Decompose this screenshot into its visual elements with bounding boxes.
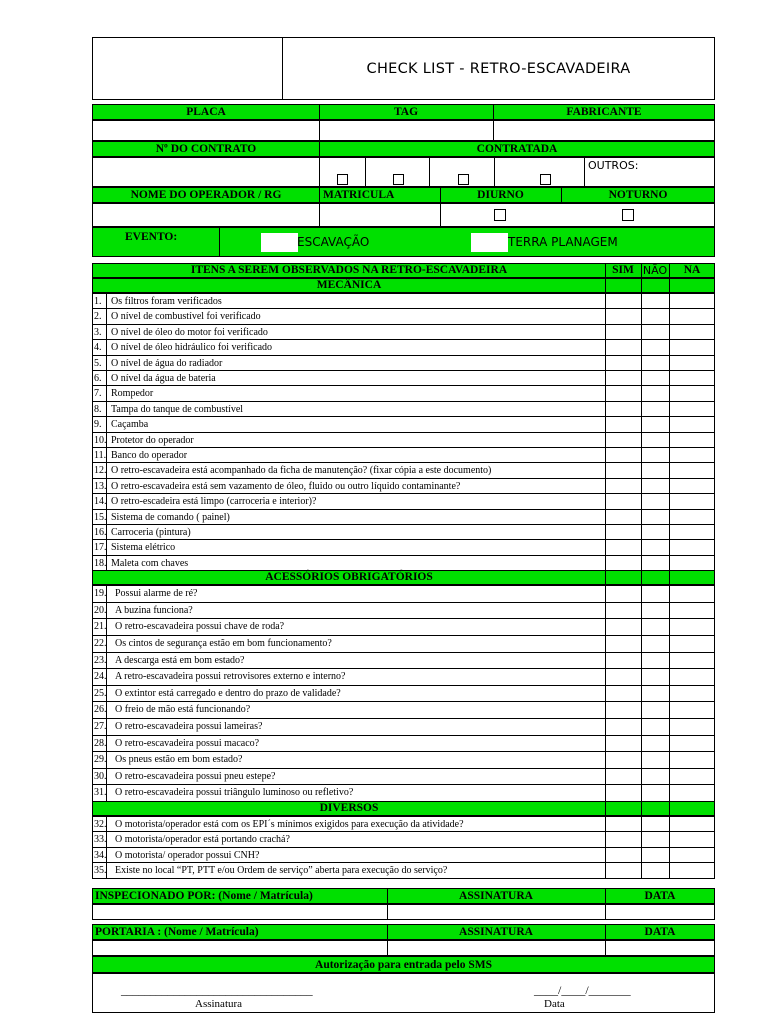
table-row [92,308,715,324]
section-header [92,801,715,816]
item-text: O motorista/ operador possui CNH? [115,849,260,861]
nao-cell[interactable] [641,525,669,539]
item-text: Maleta com chaves [111,557,189,569]
table-row [92,462,715,478]
sim-cell[interactable] [605,736,641,752]
table-row [92,602,715,620]
nao-cell[interactable] [641,603,669,619]
table-row [92,635,715,653]
table-row [92,652,715,670]
inspecionado-nome-field[interactable] [93,905,387,919]
label-tag: TAG [393,106,419,118]
item-number: 12. [94,465,107,477]
sms-signature-line[interactable]: _________________________________ [121,983,313,997]
na-cell[interactable] [669,848,715,862]
item-text: A buzina funciona? [115,604,193,616]
item-text: O nível de água do radiador [111,357,223,369]
item-text: A retro-escavadeira possui retrovisores externo e interno? [115,671,346,683]
label-contratada: CONTRATADA [476,143,558,155]
portaria-data-field[interactable] [605,941,715,955]
nao-cell[interactable] [641,863,669,877]
label-fabricante: FABRICANTE [566,106,642,118]
table-row [92,735,715,753]
sim-cell[interactable] [605,294,641,308]
nao-cell[interactable] [641,619,669,635]
nao-cell[interactable] [641,817,669,831]
header-row-3 [92,187,715,203]
na-cell[interactable] [669,463,715,477]
item-number: 21. [93,619,107,635]
item-text: O retro-escavadeira possui triângulo luminoso ou refletivo? [115,787,354,799]
item-number: 13. [94,480,107,492]
item-text: O retro-escadeira está limpo (carroceria e interior)? [111,496,317,508]
item-text: O retro-escavadeira possui chave de roda? [115,621,285,633]
table-row [92,847,715,863]
table-row [92,524,715,540]
item-text: Possui alarme de ré? [115,588,198,600]
item-number: 19. [93,586,107,602]
label-nao: NÃO [642,264,668,277]
divider [669,571,670,584]
table-row [92,293,715,309]
contratada-checkbox-3[interactable] [458,174,469,185]
na-cell[interactable] [669,669,715,685]
nao-cell[interactable] [641,402,669,416]
label-sms: Autorização para entrada pelo SMS [315,959,492,971]
portaria-assinatura-field[interactable] [387,941,605,955]
label-contrato: Nº DO CONTRATO [155,143,257,155]
item-text: Sistema elétrico [111,542,176,554]
table-row [92,862,715,878]
item-number: 7. [93,386,107,400]
nao-cell[interactable] [641,371,669,385]
table-row [92,509,715,525]
inspecionado-data-field[interactable] [605,905,715,919]
table-row [92,585,715,603]
item-number: 17. [94,542,107,554]
na-cell[interactable] [669,433,715,447]
label-sim: SIM [612,264,634,276]
item-number: 29. [93,752,107,768]
sim-cell[interactable] [605,479,641,493]
item-text: O nível de óleo hidráulico foi verificado [111,342,273,354]
nao-cell[interactable] [641,448,669,462]
na-cell[interactable] [669,479,715,493]
item-text: Os cintos de segurança estão em bom funcionamento? [115,638,332,649]
sms-header [92,956,715,973]
na-cell[interactable] [669,356,715,370]
label-operador: NOME DO OPERADOR / RG [130,189,282,201]
item-number: 5. [93,356,107,370]
table-header [92,263,715,278]
item-number: 23. [93,653,107,669]
na-cell[interactable] [669,619,715,635]
label-na: NA [683,264,701,276]
item-number: 8. [93,402,107,416]
item-text: O nível de combustível foi verificado [111,311,261,323]
sim-cell[interactable] [605,686,641,702]
logo-cell [93,38,283,99]
divider [584,158,585,186]
nao-cell[interactable] [641,848,669,862]
sim-cell[interactable] [605,719,641,735]
contratada-checkbox-1[interactable] [337,174,348,185]
table-row [92,385,715,401]
item-number: 1. [93,294,107,308]
nao-cell[interactable] [641,832,669,846]
nao-cell[interactable] [641,736,669,752]
sms-signature-box [92,973,715,1013]
contrato-field[interactable] [93,158,319,186]
header-row-2 [92,141,715,157]
item-text: O retro-escavadeira possui lameiras? [115,721,263,732]
placa-field[interactable] [93,121,319,140]
na-cell[interactable] [669,294,715,308]
table-row [92,784,715,802]
divider [319,188,320,202]
item-number: 28. [93,736,107,752]
section-title: MECÂNICA [316,279,382,291]
label-inspecionado-assinatura: ASSINATURA [459,890,533,902]
table-row [92,447,715,463]
sim-cell[interactable] [605,463,641,477]
na-cell[interactable] [669,736,715,752]
item-number: 22. [93,636,107,652]
input-row-3 [92,203,715,227]
nao-cell[interactable] [641,386,669,400]
item-text: Protetor do operador [111,434,194,446]
na-cell[interactable] [669,769,715,785]
na-cell[interactable] [669,371,715,385]
na-cell[interactable] [669,686,715,702]
table-row [92,751,715,769]
item-number: 16. [94,527,107,538]
diurno-checkbox[interactable] [494,209,506,221]
nao-cell[interactable] [641,556,669,570]
table-row [92,668,715,686]
item-number: 2. [93,309,107,323]
table-row [92,768,715,786]
escavacao-checkbox[interactable] [261,233,298,252]
item-number: 14. [94,496,107,508]
item-text: O motorista/operador está com os EPI´s mínimos exigidos para execução da atividade? [115,819,464,830]
na-cell[interactable] [669,636,715,652]
input-row-1 [92,120,715,141]
table-row [92,493,715,509]
nao-cell[interactable] [641,686,669,702]
title-block [92,37,715,100]
sim-cell[interactable] [605,525,641,539]
divider [605,802,606,815]
section-header [92,278,715,293]
section-title: ACESSÓRIOS OBRIGATÓRIOS [265,571,433,584]
sim-cell[interactable] [605,832,641,846]
inspecionado-fields [92,904,715,920]
matricula-field[interactable] [319,204,440,226]
na-cell[interactable] [669,540,715,554]
nao-cell[interactable] [641,636,669,652]
sim-cell[interactable] [605,603,641,619]
nao-cell[interactable] [641,309,669,323]
na-cell[interactable] [669,510,715,524]
na-cell[interactable] [669,340,715,354]
na-cell[interactable] [669,386,715,400]
contratada-checkbox-4[interactable] [540,174,551,185]
nao-cell[interactable] [641,752,669,768]
nao-cell[interactable] [641,463,669,477]
na-cell[interactable] [669,556,715,570]
label-noturno: NOTURNO [608,189,668,201]
sim-cell[interactable] [605,402,641,416]
sim-cell[interactable] [605,556,641,570]
nao-cell[interactable] [641,540,669,554]
item-text: A descarga está em bom estado? [115,654,245,666]
na-cell[interactable] [669,702,715,718]
label-matricula: MATRICULA [323,189,395,201]
item-number: 33. [94,834,107,846]
table-row [92,685,715,703]
divider [605,571,606,584]
divider [641,802,642,815]
sim-cell[interactable] [605,340,641,354]
sim-cell[interactable] [605,769,641,785]
na-cell[interactable] [669,785,715,801]
item-number: 20. [93,603,107,619]
divider [319,158,320,186]
table-row [92,432,715,448]
table-row [92,324,715,340]
sim-cell[interactable] [605,325,641,339]
item-number: 34. [94,849,107,861]
sim-cell[interactable] [605,863,641,877]
table-row [92,701,715,719]
nao-cell[interactable] [641,586,669,602]
item-text: Existe no local “PT, PTT e/ou Ordem de serviço” aberta para execução do serviço? [115,865,448,877]
divider [219,228,220,256]
label-escavacao: ESCAVAÇÃO [297,235,370,249]
sim-cell[interactable] [605,586,641,602]
page-title: CHECK LIST - RETRO-ESCAVADEIRA [366,60,631,77]
section-header [92,570,715,585]
table-row [92,555,715,571]
item-number: 4. [93,340,107,354]
portaria-fields [92,940,715,956]
table-row [92,718,715,736]
item-number: 11. [94,450,107,461]
table-row [92,539,715,555]
sim-cell[interactable] [605,433,641,447]
item-text: O retro-escavadeira está sem vazamento de óleo, fluido ou outro líquido contaminante? [111,480,461,492]
label-itens: ITENS A SEREM OBSERVADOS NA RETRO-ESCAVADEIRA [190,264,508,276]
na-cell[interactable] [669,752,715,768]
table-row [92,831,715,847]
na-cell[interactable] [669,494,715,508]
item-number: 9. [93,417,107,431]
sim-cell[interactable] [605,636,641,652]
divider [641,279,642,292]
nao-cell[interactable] [641,294,669,308]
table-row [92,355,715,371]
noturno-checkbox[interactable] [622,209,634,221]
item-number: 32. [94,819,107,830]
header-row-1 [92,104,715,120]
inspecionado-assinatura-field[interactable] [387,905,605,919]
table-row [92,816,715,832]
divider [429,158,430,186]
nao-cell[interactable] [641,479,669,493]
label-portaria: PORTARIA : (Nome / Matrícula) [95,926,259,938]
sim-cell[interactable] [605,848,641,862]
sim-cell[interactable] [605,619,641,635]
label-terra-planagem: TERRA PLANAGEM [508,235,618,249]
tag-field[interactable] [319,121,493,140]
item-number: 35. [94,865,107,877]
nao-cell[interactable] [641,653,669,669]
item-number: 3. [93,325,107,339]
sms-signature-label: Assinatura [195,998,243,1010]
operador-field[interactable] [93,204,319,226]
na-cell[interactable] [669,653,715,669]
divider [641,571,642,584]
divider [365,158,366,186]
item-text: Os pneus estão em bom estado? [115,754,243,766]
portaria-header [92,924,715,940]
item-text: O nível de óleo do motor foi verificado [111,326,268,338]
nao-cell[interactable] [641,494,669,508]
item-text: O nível da água de bateria [111,373,216,384]
sim-cell[interactable] [605,785,641,801]
label-portaria-data: DATA [644,926,676,938]
nao-cell[interactable] [641,702,669,718]
portaria-nome-field[interactable] [93,941,387,955]
table-row [92,478,715,494]
fabricante-field[interactable] [493,121,715,140]
na-cell[interactable] [669,832,715,846]
na-cell[interactable] [669,586,715,602]
sim-cell[interactable] [605,309,641,323]
sim-cell[interactable] [605,448,641,462]
item-text: Carroceria (pintura) [111,527,191,538]
item-number: 18. [94,557,107,569]
item-text: Os filtros foram verificados [111,296,222,307]
na-cell[interactable] [669,417,715,431]
nao-cell[interactable] [641,769,669,785]
na-cell[interactable] [669,525,715,539]
sms-date-label: Data [544,998,565,1010]
item-text: Caçamba [111,419,149,431]
nao-cell[interactable] [641,356,669,370]
divider [494,158,495,186]
item-number: 10. [94,434,107,446]
label-evento: EVENTO: [125,231,178,243]
na-cell[interactable] [669,817,715,831]
nao-cell[interactable] [641,325,669,339]
item-text: O extintor está carregado e dentro do prazo de validade? [115,687,341,699]
na-cell[interactable] [669,863,715,877]
na-cell[interactable] [669,309,715,323]
divider [669,279,670,292]
terra-planagem-checkbox[interactable] [471,233,508,252]
item-text: O retro-escavadeira possui pneu estepe? [115,770,276,782]
item-number: 27. [93,719,107,735]
nao-cell[interactable] [641,340,669,354]
item-text: Sistema de comando ( painel) [111,511,230,523]
sim-cell[interactable] [605,371,641,385]
sim-cell[interactable] [605,494,641,508]
na-cell[interactable] [669,325,715,339]
item-text: O motorista/operador está portando crachá? [115,834,290,846]
sms-date-line[interactable]: ____/____/_______ [534,983,631,997]
table-row [92,339,715,355]
section-title: DIVERSOS [319,802,379,814]
label-outros: OUTROS: [588,159,639,172]
label-inspecionado: INSPECIONADO POR: (Nome / Matrícula) [95,890,313,902]
divider [440,204,441,226]
item-text: O freio de mão está funcionando? [115,704,251,716]
sim-cell[interactable] [605,752,641,768]
sim-cell[interactable] [605,817,641,831]
item-text: Tampa do tanque de combustível [111,403,244,415]
inspecionado-header [92,888,715,904]
nao-cell[interactable] [641,510,669,524]
table-row [92,618,715,636]
nao-cell[interactable] [641,785,669,801]
table-row [92,416,715,432]
item-number: 15. [94,511,107,523]
label-placa: PLACA [186,106,226,118]
nao-cell[interactable] [641,433,669,447]
sim-cell[interactable] [605,669,641,685]
item-number: 24. [93,669,107,685]
nao-cell[interactable] [641,719,669,735]
label-diurno: DIURNO [477,189,524,201]
item-text: O retro-escavadeira está acompanhado da ficha de manutenção? (fixar cópia a este documento) [111,465,492,477]
label-inspecionado-data: DATA [644,890,676,902]
item-number: 26. [93,702,107,718]
evento-row [92,227,715,257]
nao-cell[interactable] [641,417,669,431]
item-number: 30. [93,769,107,785]
item-number: 25. [93,686,107,702]
table-row [92,401,715,417]
na-cell[interactable] [669,402,715,416]
sim-cell[interactable] [605,540,641,554]
contratada-checkbox-2[interactable] [393,174,404,185]
na-cell[interactable] [669,448,715,462]
item-text: Rompedor [111,388,154,400]
item-text: Banco do operador [111,450,188,461]
input-row-2 [92,157,715,187]
table-row [92,370,715,386]
sim-cell[interactable] [605,356,641,370]
item-text: O retro-escavadeira possui macaco? [115,737,260,749]
divider [605,279,606,292]
divider [669,802,670,815]
item-number: 6. [93,371,107,385]
na-cell[interactable] [669,603,715,619]
sim-cell[interactable] [605,510,641,524]
sim-cell[interactable] [605,417,641,431]
sim-cell[interactable] [605,702,641,718]
label-portaria-assinatura: ASSINATURA [459,926,533,938]
sim-cell[interactable] [605,653,641,669]
na-cell[interactable] [669,719,715,735]
sim-cell[interactable] [605,386,641,400]
nao-cell[interactable] [641,669,669,685]
item-number: 31. [93,785,107,801]
